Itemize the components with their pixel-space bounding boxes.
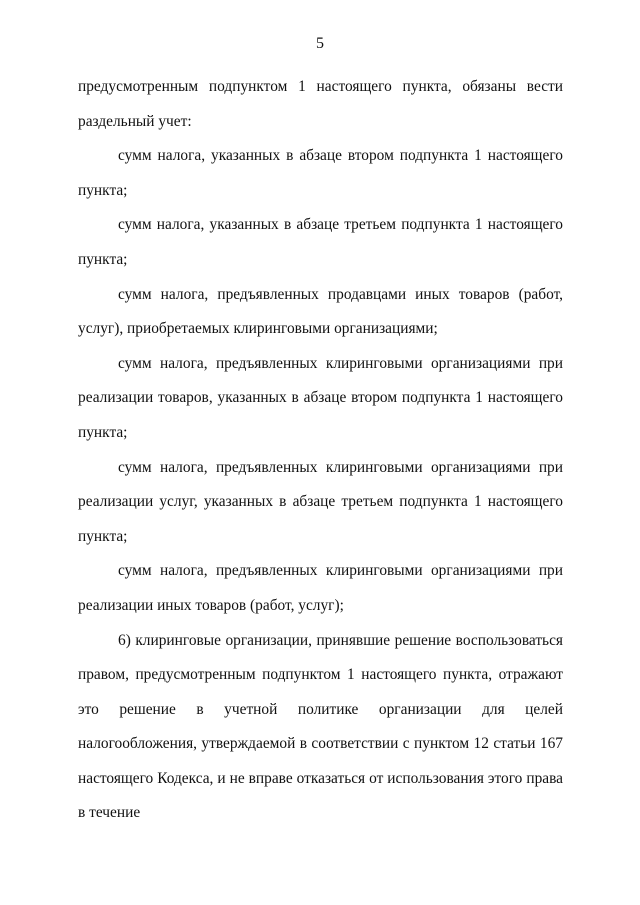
document-body <box>78 70 563 831</box>
paragraph-item: сумм налога, предъявленных клиринговыми организациями при реализации товаров, указанных в абзаце втором подпункта 1 настоящего пункта; <box>78 354 563 441</box>
paragraph-subitem-6: 6) клиринговые организации, принявшие решение воспользоваться правом, предусмотренным подпунктом 1 настоящего пункта, отражают это решение в учетной политике организации для целей налогообложения, утверждаемой в соответствии с пунктом 12 статьи 167 настоящего Кодекса, и не вправе отказаться от использования этого права в течение <box>78 631 563 822</box>
paragraph-item: сумм налога, предъявленных продавцами иных товаров (работ, услуг), приобретаемых клиринговыми организациями; <box>78 285 563 338</box>
paragraph-item: сумм налога, указанных в абзаце третьем подпункта 1 настоящего пункта; <box>78 216 563 268</box>
paragraph-item: сумм налога, предъявленных клиринговыми организациями при реализации услуг, указанных в абзаце третьем подпункта 1 настоящего пункта; <box>78 458 563 545</box>
paragraph-continuation: предусмотренным подпунктом 1 настоящего пункта, обязаны вести раздельный учет: <box>78 78 563 130</box>
page-number: 5 <box>316 35 324 52</box>
paragraph-item: сумм налога, предъявленных клиринговыми организациями при реализации иных товаров (работ, услуг); <box>78 562 563 614</box>
paragraph-item: сумм налога, указанных в абзаце втором подпункта 1 настоящего пункта; <box>78 147 563 199</box>
